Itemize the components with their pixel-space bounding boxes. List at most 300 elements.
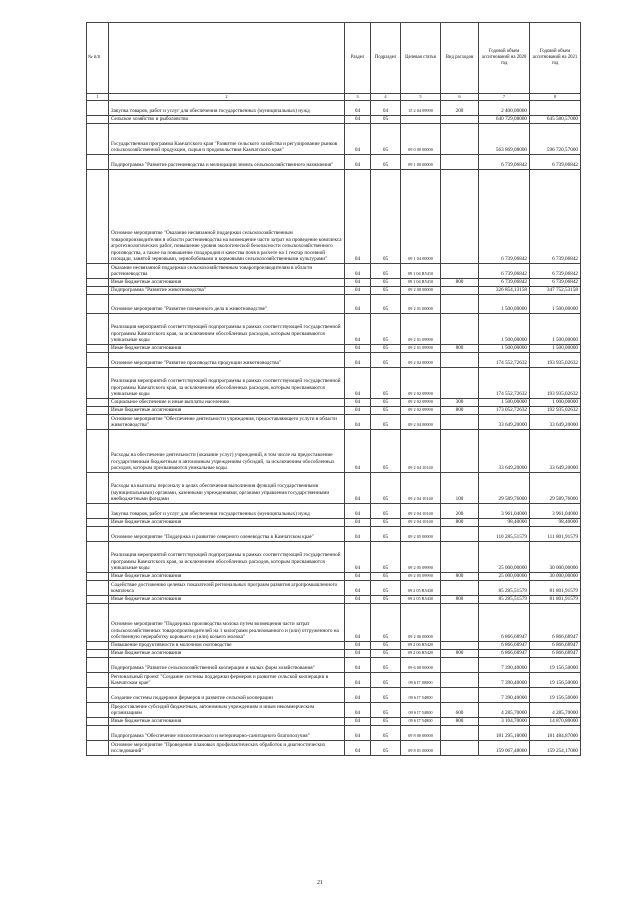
table-row [87, 519, 581, 527]
section-cell: 04 [345, 407, 371, 415]
amount-2021-cell: 6 866,68947 [530, 642, 581, 650]
name-cell: Расходы на выплаты персоналу в целях обеспечения выполнения функций государственными (муниципальными) органами, казенными учреждениями, органами управления государственными внебюджетными фондами [109, 473, 345, 504]
target-cell: 09 2 00 00000 [401, 287, 441, 295]
table-row [87, 658, 581, 673]
amount-2020-cell: 110 285,51579 [479, 527, 530, 542]
table-row [87, 124, 581, 155]
amount-2020-cell: 7 390,40000 [479, 688, 530, 703]
table-row [87, 604, 581, 642]
amount-2021-cell: 111 801,91579 [530, 527, 581, 542]
budget-table-page [86, 22, 580, 756]
table-row [87, 399, 581, 407]
target-cell: 09 2 06 R5420 [401, 650, 441, 658]
amount-2021-cell: 1 500,00000 [530, 345, 581, 353]
subsection-cell: 05 [371, 473, 401, 504]
name-cell: Реализация мероприятий соответствующей подпрограммы в рамках соответствующей государственной программы Камчатского края, за исключением обособленных расходов, которым присваиваются уникальные коды [109, 542, 345, 573]
table-row [87, 155, 581, 170]
subsection-cell: 05 [371, 155, 401, 170]
exptype-cell [441, 604, 479, 642]
num-cell [87, 314, 109, 345]
name-cell: Иные бюджетные ассигнования [109, 279, 345, 287]
section-cell: 04 [345, 279, 371, 287]
num-cell [87, 124, 109, 155]
table-row [87, 581, 581, 596]
exptype-cell [441, 170, 479, 264]
exptype-cell: 800 [441, 279, 479, 287]
section-cell: 04 [345, 368, 371, 399]
exptype-cell [441, 527, 479, 542]
amount-2020-cell: 85 285,51579 [479, 581, 530, 596]
subsection-cell: 05 [371, 573, 401, 581]
target-cell: 09 1 04 R5410 [401, 264, 441, 279]
amount-2021-cell: 1 500,00000 [530, 314, 581, 345]
exptype-cell [441, 430, 479, 473]
exptype-cell [441, 295, 479, 314]
section-cell: 04 [345, 688, 371, 703]
name-cell: Основное мероприятие "Оказание несвязанной поддержки сельскохозяйственным товаропроизводителям в области растениеводства на возмещение части затрат на проведение комплекса агротехнологических работ, повышение уровня экологической безопасности сельскохозяйственного производства, а также на повышение плодородия и качества почв в расчете на 1 гектар посевной площади, занятой зерновыми, зернобобовыми и кормовыми сельскохозяйственными культурами" [109, 170, 345, 264]
num-cell [87, 101, 109, 116]
name-cell: Предоставление субсидий бюджетным, автономным учреждениям и иным некоммерческим организациям [109, 703, 345, 718]
exptype-cell [441, 542, 479, 573]
section-cell: 04 [345, 116, 371, 124]
target-cell: 09 2 06 00000 [401, 604, 441, 642]
table-row [87, 718, 581, 726]
section-cell: 04 [345, 703, 371, 718]
subsection-cell: 05 [371, 264, 401, 279]
header-section: Раздел [345, 23, 371, 94]
section-cell: 04 [345, 726, 371, 741]
section-cell: 04 [345, 473, 371, 504]
index-cell: 7 [479, 94, 530, 101]
amount-2020-cell: 6 739,06842 [479, 264, 530, 279]
amount-2020-cell: 326 854,13158 [479, 287, 530, 295]
name-cell: Государственная программа Камчатского края "Развитие сельского хозяйства и регулирование рынков сельскохозяйственной продукции, сырья и продовольствия Камчатского края" [109, 124, 345, 155]
header-num: № п/п [87, 23, 109, 94]
num-cell [87, 604, 109, 642]
subsection-cell: 05 [371, 368, 401, 399]
table-row [87, 688, 581, 703]
target-cell: 09 1 04 00000 [401, 170, 441, 264]
subsection-cell: 05 [371, 314, 401, 345]
num-cell [87, 596, 109, 604]
exptype-cell: 600 [441, 703, 479, 718]
section-cell: 04 [345, 642, 371, 650]
table-row [87, 101, 581, 116]
exptype-cell: 800 [441, 650, 479, 658]
amount-2020-cell: 3 104,70000 [479, 718, 530, 726]
subsection-cell: 05 [371, 353, 401, 368]
table-row [87, 741, 581, 756]
amount-2021-cell: 14 870,80000 [530, 718, 581, 726]
section-cell: 04 [345, 504, 371, 519]
subsection-cell: 05 [371, 581, 401, 596]
num-cell [87, 688, 109, 703]
num-cell [87, 581, 109, 596]
target-cell: 09 2 04 10140 [401, 519, 441, 527]
num-cell [87, 642, 109, 650]
num-cell [87, 155, 109, 170]
table-row [87, 596, 581, 604]
subsection-cell: 05 [371, 287, 401, 295]
amount-2021-cell: 159 254,17000 [530, 741, 581, 756]
name-cell: Подпрограмма "Развитие животноводства" [109, 287, 345, 295]
amount-2020-cell: 6 866,68947 [479, 604, 530, 642]
amount-2021-cell: 98,40000 [530, 519, 581, 527]
num-cell [87, 415, 109, 430]
index-row [87, 94, 581, 101]
num-cell [87, 264, 109, 279]
section-cell: 04 [345, 718, 371, 726]
name-cell: Основное мероприятие "Поддержка и развитие северного оленеводства в Камчатском крае" [109, 527, 345, 542]
name-cell: Основное мероприятие "Развитие племенного дела в животноводстве" [109, 295, 345, 314]
amount-2021-cell: 1 000,00000 [530, 399, 581, 407]
target-cell: 09 2 04 10140 [401, 430, 441, 473]
subsection-cell: 05 [371, 170, 401, 264]
amount-2021-cell: 6 739,06842 [530, 279, 581, 287]
name-cell: Сельское хозяйство и рыболовство [109, 116, 345, 124]
amount-2020-cell: 25 000,00000 [479, 573, 530, 581]
amount-2021-cell: 81 801,91579 [530, 581, 581, 596]
name-cell: Иные бюджетные ассигнования [109, 345, 345, 353]
exptype-cell: 800 [441, 573, 479, 581]
target-cell: 09 2 04 10140 [401, 473, 441, 504]
target-cell: 09 1 04 R5410 [401, 279, 441, 287]
subsection-cell: 05 [371, 345, 401, 353]
num-cell [87, 573, 109, 581]
amount-2021-cell: 81 801,91579 [530, 596, 581, 604]
amount-2020-cell: 181 295,18000 [479, 726, 530, 741]
amount-2020-cell: 1 500,00000 [479, 314, 530, 345]
section-cell: 04 [345, 353, 371, 368]
section-cell: 04 [345, 581, 371, 596]
amount-2021-cell: 193 935,02632 [530, 368, 581, 399]
table-row [87, 542, 581, 573]
table-row [87, 295, 581, 314]
section-cell: 04 [345, 519, 371, 527]
table-row [87, 473, 581, 504]
subsection-cell: 05 [371, 642, 401, 650]
target-cell: 09 2 05 R5430 [401, 596, 441, 604]
table-row [87, 527, 581, 542]
table-row [87, 726, 581, 741]
section-cell: 04 [345, 596, 371, 604]
section-cell: 04 [345, 604, 371, 642]
num-cell [87, 353, 109, 368]
amount-2021-cell: 6 866,68947 [530, 650, 581, 658]
table-row [87, 415, 581, 430]
subsection-cell: 05 [371, 430, 401, 473]
num-cell [87, 368, 109, 399]
target-cell: 09 2 02 09990 [401, 399, 441, 407]
amount-2021-cell: 193 935,02632 [530, 353, 581, 368]
exptype-cell [441, 642, 479, 650]
amount-2020-cell: 25 000,00000 [479, 542, 530, 573]
amount-2020-cell: 33 649,20000 [479, 415, 530, 430]
subsection-cell: 04 [371, 101, 401, 116]
exptype-cell [441, 368, 479, 399]
name-cell: Повышение продуктивности в молочном скотоводстве [109, 642, 345, 650]
subsection-cell: 05 [371, 504, 401, 519]
header-row [87, 23, 581, 94]
exptype-cell [441, 741, 479, 756]
target-cell: 09 6 I7 54800 [401, 718, 441, 726]
num-cell [87, 430, 109, 473]
name-cell: Создание системы поддержки фермеров и развитие сельской кооперации [109, 688, 345, 703]
target-cell: 09 0 00 00000 [401, 124, 441, 155]
section-cell: 04 [345, 264, 371, 279]
amount-2021-cell: 192 935,02632 [530, 407, 581, 415]
amount-2021-cell: 33 649,20000 [530, 415, 581, 430]
amount-2021-cell [530, 101, 581, 116]
subsection-cell: 05 [371, 726, 401, 741]
section-cell: 04 [345, 741, 371, 756]
section-cell: 04 [345, 527, 371, 542]
amount-2020-cell: 1 500,00000 [479, 295, 530, 314]
num-cell [87, 399, 109, 407]
exptype-cell: 300 [441, 399, 479, 407]
name-cell: Иные бюджетные ассигнования [109, 650, 345, 658]
amount-2020-cell: 6 739,06842 [479, 155, 530, 170]
name-cell: Оказание несвязанной поддержки сельскохозяйственным товаропроизводителям в области растениеводства [109, 264, 345, 279]
page-number: 21 [317, 880, 323, 886]
subsection-cell: 05 [371, 407, 401, 415]
section-cell: 04 [345, 673, 371, 688]
amount-2021-cell: 1 500,00000 [530, 295, 581, 314]
exptype-cell: 800 [441, 596, 479, 604]
section-cell: 04 [345, 542, 371, 573]
name-cell: Подпрограмма "Развитие сельскохозяйственной кооперации и малых форм хозяйствования" [109, 658, 345, 673]
table-row [87, 407, 581, 415]
amount-2020-cell: 7 390,40000 [479, 658, 530, 673]
target-cell: 09 6 00 00000 [401, 658, 441, 673]
header-name [109, 23, 345, 94]
index-cell: 5 [401, 94, 441, 101]
num-cell [87, 170, 109, 264]
target-cell: 09 6 I7 54800 [401, 688, 441, 703]
num-cell [87, 116, 109, 124]
table-row [87, 673, 581, 688]
name-cell: Иные бюджетные ассигнования [109, 519, 345, 527]
amount-2020-cell: 98,40000 [479, 519, 530, 527]
name-cell: Основное мероприятие "Развитие производства продукции животноводства" [109, 353, 345, 368]
name-cell: Закупка товаров, работ и услуг для обеспечения государственных (муниципальных) нужд [109, 504, 345, 519]
index-cell: 1 [87, 94, 109, 101]
section-cell: 04 [345, 345, 371, 353]
subsection-cell: 05 [371, 295, 401, 314]
table-row [87, 573, 581, 581]
subsection-cell: 05 [371, 596, 401, 604]
name-cell: Основное мероприятие "Проведение плановых профилактических обработок и диагностических исследований" [109, 741, 345, 756]
amount-2021-cell: 645 580,57000 [530, 116, 581, 124]
target-cell: 09 2 02 00000 [401, 353, 441, 368]
num-cell [87, 473, 109, 504]
amount-2021-cell: 4 285,70000 [530, 703, 581, 718]
num-cell [87, 345, 109, 353]
exptype-cell [441, 726, 479, 741]
amount-2021-cell: 6 866,68947 [530, 604, 581, 642]
num-cell [87, 658, 109, 673]
index-cell: 4 [371, 94, 401, 101]
section-cell: 04 [345, 430, 371, 473]
exptype-cell [441, 658, 479, 673]
amount-2020-cell: 6 739,06842 [479, 279, 530, 287]
num-cell [87, 519, 109, 527]
header-target: Целевая статья [401, 23, 441, 94]
num-cell [87, 295, 109, 314]
target-cell: 09 2 06 R5420 [401, 642, 441, 650]
subsection-cell: 05 [371, 703, 401, 718]
table-row [87, 368, 581, 399]
target-cell: 09 6 I7 00000 [401, 673, 441, 688]
subsection-cell: 05 [371, 124, 401, 155]
table-row [87, 264, 581, 279]
table-row [87, 279, 581, 287]
amount-2021-cell: 3 961,04000 [530, 504, 581, 519]
target-cell: 09 2 04 10140 [401, 504, 441, 519]
target-cell: 15 2 04 09990 [401, 101, 441, 116]
name-cell: Основное мероприятие "Обеспечение деятельности учреждения, предоставляющего услуги в области животноводства" [109, 415, 345, 430]
num-cell [87, 287, 109, 295]
amount-2020-cell: 174 552,72632 [479, 368, 530, 399]
target-cell: 09 2 05 R5430 [401, 581, 441, 596]
target-cell: 09 8 01 00000 [401, 741, 441, 756]
amount-2021-cell: 30 000,00000 [530, 573, 581, 581]
subsection-cell: 05 [371, 399, 401, 407]
name-cell: Расходы на обеспечение деятельности (оказание услуг) учреждений, в том числе на предоставление государственным бюджетным и автономным учреждениям субсидий, за исключением обособленных расходов, которым присваиваются уникальные коды [109, 430, 345, 473]
amount-2020-cell: 1 500,00000 [479, 345, 530, 353]
table-row [87, 345, 581, 353]
amount-2021-cell: 6 739,06842 [530, 155, 581, 170]
table-row [87, 287, 581, 295]
table-row [87, 170, 581, 264]
amount-2021-cell: 181 484,87000 [530, 726, 581, 741]
name-cell: Реализация мероприятий соответствующей подпрограммы в рамках соответствующей государственной программы Камчатского края, за исключением обособленных расходов, которым присваиваются уникальные коды [109, 314, 345, 345]
table-row [87, 650, 581, 658]
table-row [87, 642, 581, 650]
exptype-cell: 800 [441, 345, 479, 353]
exptype-cell: 200 [441, 504, 479, 519]
exptype-cell: 200 [441, 101, 479, 116]
section-cell: 04 [345, 124, 371, 155]
table-row [87, 703, 581, 718]
target-cell: 09 2 02 09990 [401, 368, 441, 399]
name-cell: Реализация мероприятий соответствующей подпрограммы в рамках соответствующей государственной программы Камчатского края, за исключением обособленных расходов, которым присваиваются уникальные коды [109, 368, 345, 399]
table-row [87, 116, 581, 124]
amount-2021-cell: 19 156,50000 [530, 658, 581, 673]
amount-2020-cell: 563 869,08000 [479, 124, 530, 155]
subsection-cell: 05 [371, 279, 401, 287]
name-cell: Иные бюджетные ассигнования [109, 407, 345, 415]
amount-2020-cell: 6 866,68947 [479, 650, 530, 658]
exptype-cell [441, 155, 479, 170]
target-cell: 09 2 01 09990 [401, 314, 441, 345]
num-cell [87, 741, 109, 756]
amount-2021-cell: 19 156,50000 [530, 673, 581, 688]
amount-2020-cell: 174 552,72632 [479, 353, 530, 368]
amount-2021-cell: 29 589,76000 [530, 473, 581, 504]
index-cell: 6 [441, 94, 479, 101]
exptype-cell: 800 [441, 407, 479, 415]
target-cell: 09 6 I7 54800 [401, 703, 441, 718]
section-cell: 04 [345, 650, 371, 658]
exptype-cell: 100 [441, 473, 479, 504]
budget-table [86, 22, 581, 756]
subsection-cell: 05 [371, 527, 401, 542]
exptype-cell [441, 581, 479, 596]
target-cell: 09 2 02 09990 [401, 407, 441, 415]
exptype-cell [441, 415, 479, 430]
table-row [87, 504, 581, 519]
amount-2020-cell: 7 390,40000 [479, 673, 530, 688]
amount-2020-cell: 4 285,70000 [479, 703, 530, 718]
amount-2020-cell: 6 866,68947 [479, 642, 530, 650]
amount-2021-cell: 30 000,00000 [530, 542, 581, 573]
section-cell: 04 [345, 314, 371, 345]
num-cell [87, 726, 109, 741]
amount-2020-cell: 6 739,06842 [479, 170, 530, 264]
target-cell: 09 1 00 00000 [401, 155, 441, 170]
num-cell [87, 504, 109, 519]
section-cell: 04 [345, 155, 371, 170]
subsection-cell: 05 [371, 519, 401, 527]
num-cell [87, 279, 109, 287]
subsection-cell: 05 [371, 604, 401, 642]
exptype-cell [441, 314, 479, 345]
header-subsection: Подраздел [371, 23, 401, 94]
name-cell: Подпрограмма "Развитие растениеводства и мелиорации земель сельскохозяйственного назначения" [109, 155, 345, 170]
amount-2020-cell: 29 589,76000 [479, 473, 530, 504]
subsection-cell: 05 [371, 542, 401, 573]
num-cell [87, 527, 109, 542]
amount-2020-cell: 33 649,20000 [479, 430, 530, 473]
name-cell: Закупка товаров, работ и услуг для обеспечения государственных (муниципальных) нужд [109, 101, 345, 116]
subsection-cell: 05 [371, 415, 401, 430]
target-cell: 09 8 00 00000 [401, 726, 441, 741]
num-cell [87, 718, 109, 726]
exptype-cell [441, 353, 479, 368]
target-cell: 09 2 01 00000 [401, 295, 441, 314]
exptype-cell [441, 264, 479, 279]
amount-2020-cell: 1 500,00000 [479, 399, 530, 407]
exptype-cell [441, 116, 479, 124]
target-cell [401, 116, 441, 124]
num-cell [87, 650, 109, 658]
num-cell [87, 673, 109, 688]
name-cell: Социальное обеспечение и иные выплаты населению [109, 399, 345, 407]
amount-2021-cell: 6 739,06842 [530, 264, 581, 279]
num-cell [87, 703, 109, 718]
name-cell: Основное мероприятие "Поддержка производства молока путем возмещения части затрат сельскохозяйственных товаропроизводителей на 1 килограмм реализованного и (или) отгруженного на собственную переработку коровьего и (или) козьего молока" [109, 604, 345, 642]
amount-2020-cell: 2 400,00000 [479, 101, 530, 116]
target-cell: 09 2 05 09990 [401, 573, 441, 581]
exptype-cell: 800 [441, 718, 479, 726]
section-cell: 04 [345, 658, 371, 673]
subsection-cell: 05 [371, 718, 401, 726]
header-2021: Годовой объем ассигнований на 2021 год [530, 23, 581, 94]
section-cell: 04 [345, 170, 371, 264]
section-cell: 04 [345, 573, 371, 581]
section-cell: 04 [345, 399, 371, 407]
exptype-cell [441, 287, 479, 295]
subsection-cell: 05 [371, 650, 401, 658]
target-cell: 09 2 05 00000 [401, 527, 441, 542]
subsection-cell: 05 [371, 741, 401, 756]
exptype-cell: 800 [441, 519, 479, 527]
exptype-cell [441, 673, 479, 688]
amount-2021-cell: 19 156,50000 [530, 688, 581, 703]
name-cell: Региональный проект "Создание системы поддержки фермеров и развитие сельской кооперации в Камчатском крае" [109, 673, 345, 688]
target-cell: 09 2 01 09990 [401, 345, 441, 353]
